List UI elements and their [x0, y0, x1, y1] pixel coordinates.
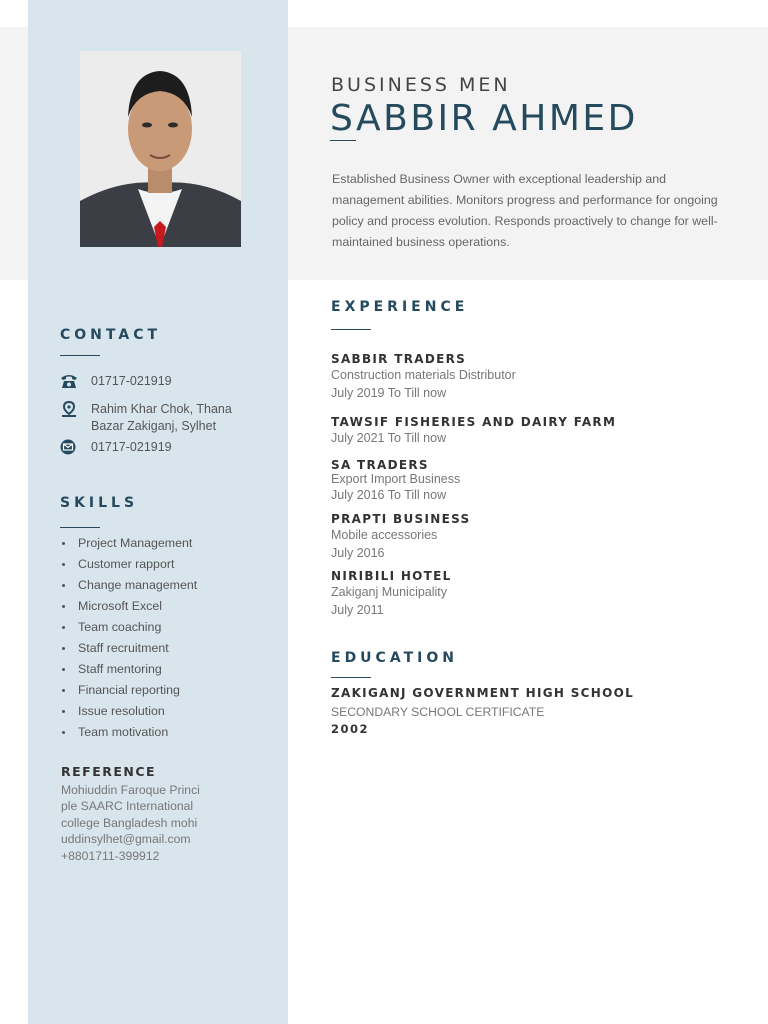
experience-heading: EXPERIENCE — [331, 299, 469, 315]
contact-address-row — [60, 401, 232, 435]
skill-item: Financial reporting — [62, 680, 197, 701]
address-line-1: Rahim Khar Chok, Thana — [91, 402, 232, 416]
employer-detail: Construction materials Distributor — [331, 368, 516, 382]
skills-list — [62, 533, 197, 743]
job-title-subtitle: BUSINESS MEN — [331, 74, 511, 96]
skills-heading: SKILLS — [60, 495, 139, 511]
address-line-2: Bazar Zakiganj, Sylhet — [91, 419, 217, 433]
experience-item — [331, 512, 470, 562]
employer-detail: Mobile accessories — [331, 528, 438, 542]
contact-phone-row — [60, 373, 172, 390]
certificate-name: SECONDARY SCHOOL CERTIFICATE — [331, 705, 545, 719]
skill-item: Issue resolution — [62, 701, 197, 722]
employment-date: July 2021 To Till now — [331, 431, 447, 445]
contact-underline — [60, 355, 100, 356]
experience-item — [331, 458, 460, 503]
skill-item: Team motivation — [62, 722, 197, 743]
employment-date: July 2019 To Till now — [331, 386, 447, 400]
skill-item: Team coaching — [62, 617, 197, 638]
education-underline — [331, 677, 371, 678]
skills-underline — [60, 527, 100, 528]
reference-text: Mohiuddin Faroque Principle SAARC International college Bangladesh mohiuddinsylhet@gmail.com +8801711-399912 — [61, 783, 200, 863]
contact-heading: CONTACT — [60, 327, 162, 343]
skill-item: Customer rapport — [62, 554, 197, 575]
employer-name: SABBIR TRADERS — [331, 352, 467, 366]
skill-item: Staff recruitment — [62, 638, 197, 659]
contact-phone: 01717-021919 — [91, 374, 172, 388]
employer-detail: Zakiganj Municipality — [331, 585, 448, 599]
employer-name: PRAPTI BUSINESS — [331, 512, 471, 526]
school-name: ZAKIGANJ GOVERNMENT HIGH SCHOOL — [331, 686, 635, 700]
experience-item — [331, 415, 616, 447]
experience-item — [331, 352, 516, 402]
skill-item: Staff mentoring — [62, 659, 197, 680]
employer-detail: Export Import Business — [331, 472, 461, 486]
contact-address — [91, 401, 232, 435]
skill-item: Project Management — [62, 533, 197, 554]
employment-date: July 2016 — [331, 546, 385, 560]
employment-date: July 2016 To Till now — [331, 487, 447, 502]
reference-heading: REFERENCE — [61, 764, 157, 779]
skill-item: Change management — [62, 575, 197, 596]
experience-item — [331, 569, 452, 619]
employer-name: NIRIBILI HOTEL — [331, 569, 452, 583]
full-name: SABBIR AHMED — [330, 98, 638, 139]
employer-name: SA TRADERS — [331, 458, 429, 472]
profile-photo — [80, 51, 241, 247]
phone-icon — [60, 373, 78, 389]
name-underline — [330, 140, 356, 141]
education-heading: EDUCATION — [331, 650, 458, 666]
contact-email: 01717-021919 — [91, 440, 172, 454]
contact-email-row — [60, 439, 172, 456]
employer-name: TAWSIF FISHERIES AND DAIRY FARM — [331, 415, 617, 429]
email-icon — [60, 439, 78, 455]
experience-underline — [331, 329, 371, 330]
skill-item: Microsoft Excel — [62, 596, 197, 617]
graduation-year: 2002 — [331, 722, 370, 736]
employment-date: July 2011 — [331, 603, 384, 617]
location-pin-icon — [60, 401, 78, 417]
profile-summary: Established Business Owner with exceptional leadership and management abilities. Monitors progress and performance for ongoing policy and process evolution. Responds proactively to change for well-maintained business operations. — [332, 172, 718, 249]
